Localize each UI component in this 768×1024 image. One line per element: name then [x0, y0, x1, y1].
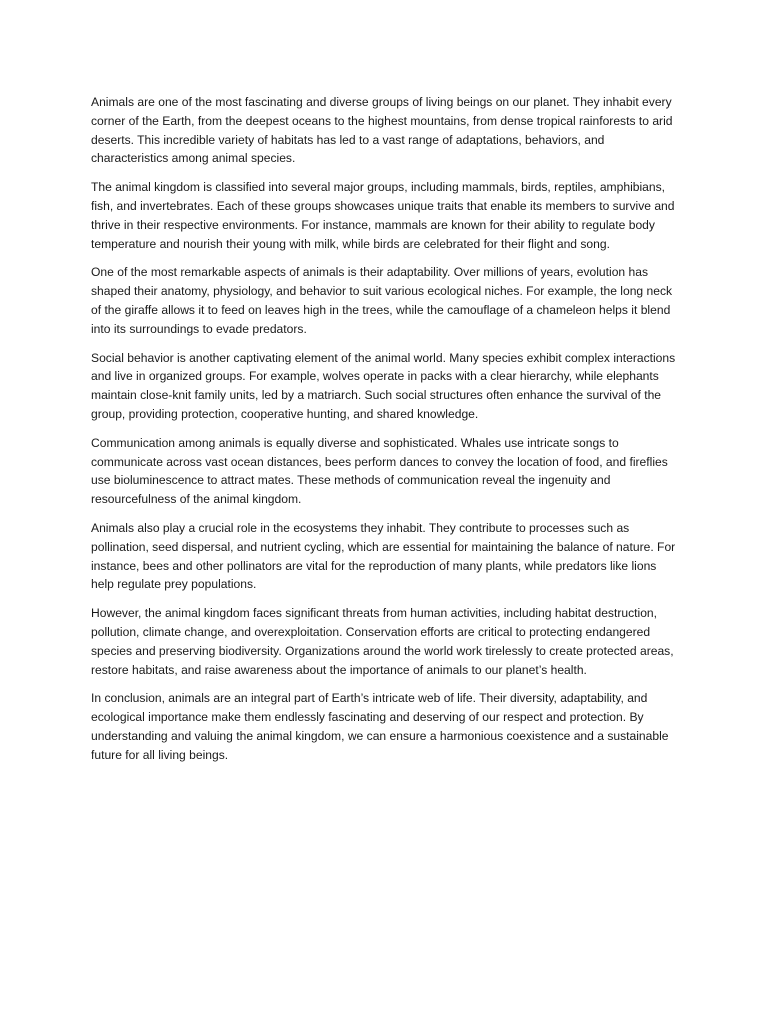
- paragraph-adaptability: One of the most remarkable aspects of animals is their adaptability. Over millions of years, evolution has shaped their anatomy, physiology, and behavior to suit various ecological niches. For example, the long neck of the giraffe allows it to feed on leaves high in the trees, while the camouflage of a chameleon helps it blend into its surroundings to evade predators.: [91, 265, 673, 336]
- paragraph-intro: Animals are one of the most fascinating and diverse groups of living beings on our planet. They inhabit every corner of the Earth, from the deepest oceans to the highest mountains, from dense tropical rainforests to arid deserts. This incredible variety of habitats has led to a vast range of adaptations, behaviors, and characteristics among animal species.: [91, 95, 673, 166]
- paragraph-communication: Communication among animals is equally diverse and sophisticated. Whales use intricate songs to communicate across vast ocean distances, bees perform dances to convey the location of food, and fireflies use bioluminescence to attract mates. These methods of communication reveal the ingenuity and resourcefulness of the animal kingdom.: [91, 435, 668, 507]
- document-body: [91, 93, 679, 775]
- paragraph-ecosystems: Animals also play a crucial role in the ecosystems they inhabit. They contribute to processes such as pollination, seed dispersal, and nutrient cycling, which are essential for maintaining the balance of nature. For instance, bees and other pollinators are vital for the reproduction of many plants, while predators like lions help regulate prey populations.: [91, 520, 676, 592]
- paragraph-classification: The animal kingdom is classified into several major groups, including mammals, birds, reptiles, amphibians, fish, and invertebrates. Each of these groups showcases unique traits that enable its members to survive and thrive in their respective environments. For instance, mammals are known for their ability to regulate body temperature and nourish their young with milk, while birds are celebrated for their flight and song.: [91, 180, 675, 251]
- paragraph-conclusion: In conclusion, animals are an integral part of Earth’s intricate web of life. Their diversity, adaptability, and ecological importance make them endlessly fascinating and deserving of our respect and protection. By understanding and valuing the animal kingdom, we can ensure a harmonious coexistence and a sustainable future for all living beings.: [91, 691, 669, 762]
- paragraph-social-behavior: Social behavior is another captivating element of the animal world. Many species exhibit complex interactions and live in organized groups. For example, wolves operate in packs with a clear hierarchy, while elephants maintain close-knit family units, led by a matriarch. Such social structures often enhance the survival of the group, providing protection, cooperative hunting, and shared knowledge.: [91, 350, 676, 421]
- paragraph-threats: However, the animal kingdom faces significant threats from human activities, including habitat destruction, pollution, climate change, and overexploitation. Conservation efforts are critical to protecting endangered species and preserving biodiversity. Organizations around the world work tirelessly to create protected areas, restore habitats, and raise awareness about the importance of animals to our planet’s health.: [91, 606, 674, 677]
